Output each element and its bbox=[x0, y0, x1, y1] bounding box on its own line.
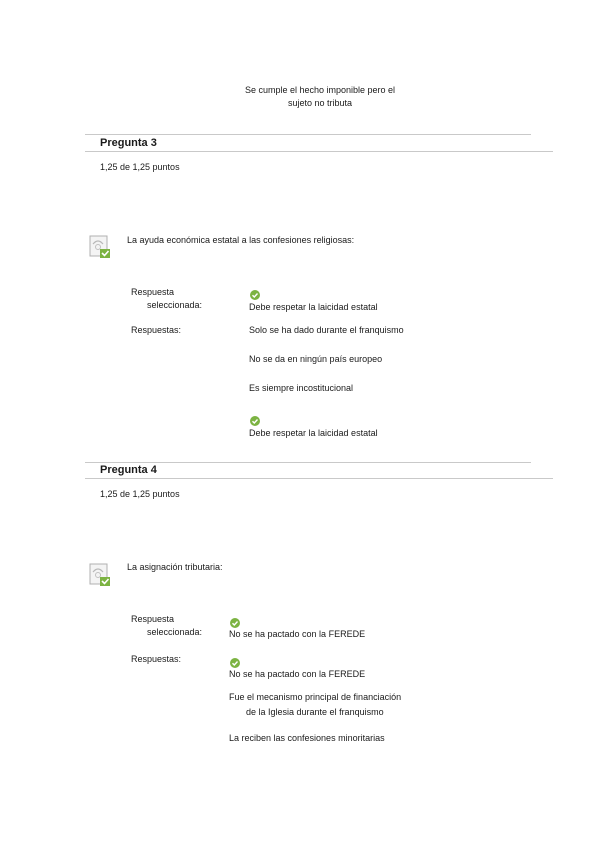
correct-answer-icon bbox=[89, 563, 111, 587]
correct-check-icon bbox=[230, 615, 240, 625]
question-3-text: La ayuda económica estatal a las confesiones religiosas: bbox=[127, 235, 355, 245]
q4-selected-answer: No se ha pactado con la FEREDE bbox=[229, 629, 366, 639]
selected-label-line-2: seleccionada: bbox=[147, 300, 203, 310]
q4-option-3: La reciben las confesiones minoritarias bbox=[229, 733, 385, 743]
question-3-points: 1,25 de 1,25 puntos bbox=[100, 162, 180, 172]
correct-check-icon bbox=[230, 655, 240, 665]
question-4-top-rule bbox=[85, 462, 531, 463]
answers-label-q4: Respuestas: bbox=[131, 654, 182, 664]
q4-option-2-line-2: de la Iglesia durante el franquismo bbox=[246, 707, 384, 717]
question-4-title: Pregunta 4 bbox=[100, 464, 157, 476]
q3-option-2: No se da en ningún país europeo bbox=[249, 354, 383, 364]
selected-label-line-2: seleccionada: bbox=[147, 627, 203, 637]
selected-label-line-1: Respuesta bbox=[131, 614, 175, 624]
question-4-bottom-rule bbox=[85, 478, 553, 479]
question-3-title: Pregunta 3 bbox=[100, 137, 157, 149]
previous-answer-text bbox=[225, 84, 415, 110]
selected-answer-label-q3 bbox=[131, 286, 202, 312]
question-3-bottom-rule bbox=[85, 151, 553, 152]
q3-selected-answer: Debe respetar la laicidad estatal bbox=[249, 302, 378, 312]
answers-label-q3: Respuestas: bbox=[131, 325, 182, 335]
selected-answer-label-q4 bbox=[131, 613, 202, 639]
previous-answer-line-2: sujeto no tributa bbox=[287, 98, 353, 108]
question-4-text: La asignación tributaria: bbox=[127, 562, 223, 572]
q3-option-3: Es siempre incostitucional bbox=[249, 383, 354, 393]
q4-option-2-line-1: Fue el mecanismo principal de financiación bbox=[229, 692, 402, 702]
selected-label-line-1: Respuesta bbox=[131, 287, 175, 297]
q3-option-1: Solo se ha dado durante el franquismo bbox=[249, 325, 404, 335]
q3-option-4: Debe respetar la laicidad estatal bbox=[249, 428, 378, 438]
question-4-points: 1,25 de 1,25 puntos bbox=[100, 489, 180, 499]
correct-answer-icon bbox=[89, 235, 111, 259]
correct-check-icon bbox=[250, 413, 260, 423]
question-3-top-rule bbox=[85, 134, 531, 135]
correct-check-icon bbox=[250, 287, 260, 297]
q4-option-1: No se ha pactado con la FEREDE bbox=[229, 669, 366, 679]
previous-answer-line-1: Se cumple el hecho imponible pero el bbox=[244, 85, 396, 95]
